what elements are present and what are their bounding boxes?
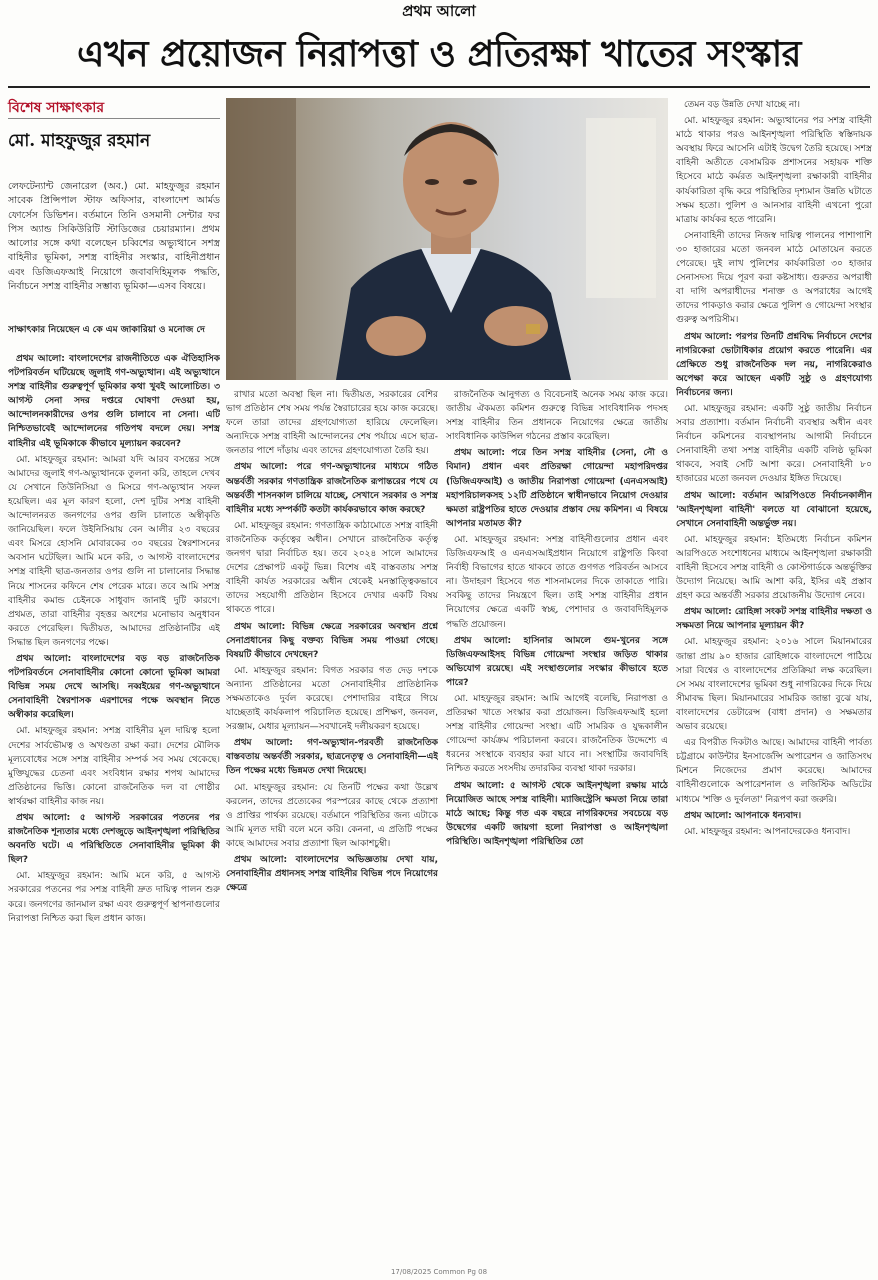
interviewer-credit: সাক্ষাৎকার নিয়েছেন এ কে এম জাকারিয়া ও মনোজ দে	[8, 325, 205, 335]
portrait-illustration	[226, 98, 668, 380]
answer-paragraph: এর বিপরীত দিকটাও আছে। আমাদের বাহিনী পার্বত্য চট্টগ্রামে কাউন্টার ইনসার্জেন্সি অপারেশন ও জাতিসংঘ মিশনে নিজেদের প্রমাণ করেছে। আমাদের বাহিনীগুলোকে অপারেশনাল ও লজিস্টিক অডিটের মাধ্যমে 'শক্তি ও দুর্বলতা' নিরূপণ করা জরুরি।	[676, 738, 872, 805]
question-paragraph: প্রথম আলো: আপনাকে ধন্যবাদ।	[684, 810, 802, 821]
masthead	[0, 0, 878, 24]
question-paragraph: প্রথম আলো: রোহিঙ্গা সংকট সশস্ত্র বাহিনীর দক্ষতা ও সক্ষমতা নিয়ে আপনার মূল্যায়ন কী?	[676, 607, 872, 632]
headline: এখন প্রয়োজন নিরাপত্তা ও প্রতিরক্ষা খাতের সংস্কার	[77, 33, 801, 75]
answer-paragraph: মো. মাহফুজুর রহমান: আমরা যদি আরব বসন্তের সঙ্গে আমাদের জুলাই গণ-অভ্যুত্থানকে তুলনা করি, তাহলে দেখব যে সেখানে তিউনিসিয়া ও মিসরে গণ-অভ্যুত্থান সফল হয়েছিল। এর মূল কারণ হলো, দেশ দুটির সশস্ত্র বাহিনী আন্দোলনরত জনগণের ওপর গুলি চালাতে অস্বীকৃতি জানিয়েছিল। ফলে উইনিসিয়ায় বেন আলীর ২৩ বছরের এবং মিসরে হোসনি মোবারকের ৩০ বছরের স্বৈরশাসনের অবসান ঘটেছিল। আমি মনে করি, ৩ আগস্ট বাংলাদেশের সশস্ত্র বাহিনী ছাত্র-জনতার ওপর গুলি না চালানোর সিদ্ধান্ত নিয়ে শাসনের কফিনে শেষ পেরেক মারে। তবে আমি সশস্ত্র বাহিনীর কমান্ড চেইনকে সাধুবাদ জানাই দুটি কারণে। প্রথমত, তারা বাহিনীর বৃহত্তর অংশের মনোভাব অনুধাবন করতে পেরেছিল। দ্বিতীয়ত, আমাদের প্রতিষ্ঠানটির এই সিদ্ধান্ত ছিল জনগণের পক্ষে।	[8, 454, 220, 648]
answer-paragraph: মো. মাহফুজুর রহমান: আমি মনে করি, ৫ আগস্ট সরকারের পতনের পর সশস্ত্র বাহিনী দ্রুত দায়িত্ব পালন শুরু করে। জনগণের জানমাল রক্ষা এবং গুরুত্বপূর্ণ স্থাপনাগুলোর নিরাপত্তা নিশ্চিত করা ছিল প্রধান কাজ।	[8, 871, 220, 924]
section-label: বিশেষ সাক্ষাৎকার	[8, 98, 220, 119]
article-column-3	[446, 388, 668, 1262]
article-column-1	[8, 352, 220, 1262]
answer-paragraph: মো. মাহফুজুর রহমান: একটি সুষ্ঠু জাতীয় নির্বাচন সবার প্রত্যাশা। বর্তমান নির্বাচনী ব্যবস্থার অধীন এবং নির্বাচন কমিশনের ব্যবস্থাপনায় আগামী নির্বাচনে সেনাবাহিনী তথা সশস্ত্র বাহিনীর একটি বলিষ্ঠ ভূমিকা থাকবে, সবাই সেটি আশা করে। সেনাবাহিনী ৮০ হাজারের মতো জনবল দেওয়ার ইঙ্গিত দিয়েছে।	[676, 403, 872, 485]
answer-paragraph: মো. মাহফুজুর রহমান: যে তিনটি পক্ষের কথা উল্লেখ করলেন, তাদের প্রত্যেকের পরস্পরের কাছে থেকে প্রত্যাশা ও প্রাপ্তির পার্থক্য রয়েছে। বর্তমানে পরিস্থিতির জন্য এটাকে আমি মূলত দায়ী বলে মনে করি। কেননা, এ প্রতিটি পক্ষের কাছে আমাদের সবার প্রত্যাশা ছিল আকাশচুম্বী।	[226, 782, 438, 849]
answer-paragraph: মো. মাহফুজুর রহমান: আপনাদেরকেও ধন্যবাদ।	[684, 826, 851, 837]
question-paragraph: প্রথম আলো: বাংলাদেশের অভিজ্ঞতায় দেখা যায়, সেনাবাহিনীর প্রধানসহ সশস্ত্র বাহিনীর বিভিন্ন পদে নিয়োগের ক্ষেত্রে	[226, 855, 438, 894]
interviewee-photo	[226, 98, 668, 380]
question-paragraph: প্রথম আলো: বাংলাদেশের বড় বড় রাজনৈতিক পটপরিবর্তনে সেনাবাহিনীর কোনো কোনো ভূমিকা আমরা বিভিন্ন সময় দেখে আসছি। নব্বইয়ের গণ-অভ্যুত্থানে সেনাবাহিনী স্বৈরশাসক এরশাদের পক্ষে অবস্থান নিতে অস্বীকার করেছিল।	[8, 653, 220, 721]
question-paragraph: প্রথম আলো: পরে গণ-অভ্যুত্থানের মাধ্যমে গঠিত অন্তর্বর্তী সরকার গণতান্ত্রিক রাজনৈতিক রূপান্তরের পথে যে অন্তর্বর্তী শাসনকাল চালিয়ে যাচ্ছে, সেখানে সরকার ও সশস্ত্র বাহিনীর মধ্যে সম্পর্কটি কতটা কার্যকরভাবে কাজ করছে?	[226, 462, 438, 515]
answer-paragraph: রাজনৈতিক আনুগত্য ও বিবেচনাই অনেক সময় কাজ করে। জাতীয় ঐকমত্য কমিশন গুরুত্বে বিভিন্ন সাংবিধানিক পদসহ সশস্ত্র বাহিনীর তিন প্রধানকে নিয়োগের ক্ষেত্রে জাতীয় সাংবিধানিক কাউন্সিল গঠনের প্রস্তাব করেছিল।	[446, 390, 668, 443]
intro-paragraph: লেফটেন্যান্ট জেনারেল (অব.) মো. মাহফুজুর রহমান সাবেক প্রিন্সিপাল স্টাফ অফিসার, বাংলাদেশ আর্মড ফোর্সেস ডিভিশন। বর্তমানে তিনি ওসমানী সেন্টার ফর পিস অ্যান্ড সিকিউরিটি স্টাডিজের চেয়ারম্যান। প্রথম আলোর সঙ্গে কথা বলেছেন চব্বিশের অভ্যুত্থানে সশস্ত্র বাহিনীর ভূমিকা, সশস্ত্র বাহিনীর সংস্কার, বাহিনীপ্রধান এবং ডিজিএফআই নিয়োগে জবাবদিহিমূলক পদ্ধতি, নির্বাচনে সশস্ত্র বাহিনীর সম্ভাব্য ভূমিকা—এসব বিষয়ে।	[8, 181, 220, 293]
headline-rule	[8, 86, 870, 88]
answer-paragraph: মো. মাহফুজুর রহমান: ইতিমধ্যে নির্বাচন কমিশন আরপিওতে সংশোধনের মাধ্যমে আইনশৃঙ্খলা রক্ষাকারী বাহিনী হিসেবে সশস্ত্র বাহিনী ও কোস্টগার্ডকে অন্তর্ভুক্তির উদ্যোগ নিয়েছে। আমি আশা করি, ইসির এই প্রস্তাব গ্রহণ করে অন্তর্বর্তী সরকার প্রয়োজনীয় উদ্যোগ নেবে।	[676, 534, 872, 602]
masthead-logo: প্রথম আলো	[402, 2, 476, 20]
interviewee-name: মো. মাহফুজুর রহমান	[8, 131, 151, 151]
article-column-4	[676, 98, 872, 1262]
page-footer: 17/08/2025 Common Pg 08	[390, 1268, 488, 1276]
answer-paragraph: মো. মাহফুজুর রহমান: সশস্ত্র বাহিনীর মূল দায়িত্ব হলো দেশের সার্বভৌমত্ব ও অখণ্ডতা রক্ষা করা। দেশের মৌলিক মূল্যবোধের সঙ্গে সশস্ত্র বাহিনীর সম্পর্ক সব সময় থেকেছে। মুক্তিযুদ্ধের চেতনা এবং সংবিধান রক্ষার শপথ আমাদের প্রতিষ্ঠানের ভিত্তি। কোনো রাজনৈতিক দল বা গোষ্ঠীর স্বার্থরক্ষা বাহিনীর কাজ নয়।	[8, 726, 220, 807]
question-paragraph: প্রথম আলো: পরপর তিনটি প্রশ্নবিদ্ধ নির্বাচনে দেশের নাগরিকেরা ভোটাধিকার প্রয়োগ করতে পারেনি। এর প্রেক্ষিতে শুধু রাজনৈতিক দল নয়, নাগরিকেরাও অপেক্ষা করে আছেন একটি সুষ্ঠু ও গ্রহণযোগ্য নির্বাচনের জন্য।	[676, 331, 872, 398]
answer-paragraph: মো. মাহফুজুর রহমান: বিগত সরকার গত দেড় দশকে অন্যান্য প্রতিষ্ঠানের মতো সেনাবাহিনীর প্রাতিষ্ঠানিক সক্ষমতাকেও দুর্বল করেছে। পেশাদারির বাইরে গিয়ে যাচ্ছেতাই কার্যকলাপ পরিচালিত হয়েছে। প্রশিক্ষণ, জনবল, সরঞ্জাম, মেধার মূল্যায়ন—সবখানেই দলীয়করণ হয়েছে।	[226, 665, 438, 733]
article-column-2	[226, 388, 438, 1262]
answer-paragraph: মো. মাহফুজুর রহমান: অভ্যুত্থানের পর সশস্ত্র বাহিনী মাঠে থাকার পরও আইনশৃঙ্খলা পরিস্থিতি স্বস্তিদায়ক অবস্থায় ফিরে আসেনি এটাই উদ্বেগ তৈরি হয়েছে। সশস্ত্র বাহিনী অতীতে বেসামরিক প্রশাসনের সহায়ক শক্তি হিসেবে মাঠে কর্মরত আইনশৃঙ্খলা রক্ষাকারী বাহিনীর কার্যকারিতা বৃদ্ধি করে পরিস্থিতির দৃশ্যমান উন্নতি ঘটাতে সক্ষম হতো। পুলিশ ও আনসার বাহিনী এখনো পুরো মাত্রায় কার্যকর হতে পারেনি।	[676, 116, 872, 225]
answer-paragraph: মো. মাহফুজুর রহমান: সশস্ত্র বাহিনীগুলোর প্রধান এবং ডিজিএফআই ও এনএসআইপ্রধান নিয়োগে রাষ্ট্রপতি কিংবা নির্বাহী বিভাগের হাতে থাকবে তাতে গুণগত পরিবর্তন আসবে না। উদাহরণ হিসেবে গত শাসনামলের দিকে তাকাতে পারি। সবকিছু তাদের নিয়ন্ত্রণে ছিল। তাই সশস্ত্র বাহিনীর প্রধান নিয়োগের ক্ষেত্রে একটি স্বচ্ছ, পেশাদার ও জবাবদিহিমূলক পদ্ধতি প্রয়োজন।	[446, 534, 668, 630]
answer-paragraph: রাখার মতো অবস্থা ছিল না। দ্বিতীয়ত, সরকারের বেশির ভাগ প্রতিষ্ঠান শেষ সময় পর্যন্ত স্বৈরাচারের হয়ে কাজ করেছে। ফলে তারা তাদের গ্রহণযোগ্যতা হারিয়ে ফেলেছিল। অন্যদিকে সশস্ত্র বাহিনী আন্দোলনের শেষ পর্যায়ে এসে ছাত্র-জনতার পাশে দাঁড়ায় এবং তাদের গ্রহণযোগ্যতা তৈরি হয়।	[226, 390, 438, 457]
answer-paragraph: মো. মাহফুজুর রহমান: ২০১৬ সালে মিয়ানমারের জান্তা প্রায় ৯০ হাজার রোহিঙ্গাকে বাংলাদেশে পাঠিয়ে সারা বিশ্বের ও বাংলাদেশের প্রতিক্রিয়া লক্ষ করেছিল। সে সময় বাংলাদেশের ভূমিকা শুধু নাগরিকের দিকে দিয়ে সীমাবদ্ধ ছিল। মিয়ানমারের সামরিক জান্তা বুঝে যায়, বাংলাদেশের ডেটারেন্স (বাধা প্রদান) ও সক্ষমতার অভাব রয়েছে।	[676, 637, 872, 733]
answer-paragraph: তেমন বড় উন্নতি দেখা যাচ্ছে না।	[684, 100, 801, 110]
question-paragraph: প্রথম আলো: গণ-অভ্যুত্থান-পরবর্তী রাজনৈতিক বাস্তবতায় অন্তর্বর্তী সরকার, ছাত্রনেতৃত্ব ও সেনাবাহিনী—এই তিন পক্ষের মধ্যে ভিন্নমত দেখা দিয়েছে।	[226, 738, 438, 777]
question-paragraph: প্রথম আলো: হাসিনার আমলে গুম-খুনের সঙ্গে ডিজিএফআইসহ বিভিন্ন গোয়েন্দা সংস্থার জড়িত থাকার অভিযোগ রয়েছে। এই সংস্থাগুলোর সংস্কার কীভাবে হতে পারে?	[446, 635, 668, 688]
answer-paragraph: মো. মাহফুজুর রহমান: গণতান্ত্রিক কাঠামোতে সশস্ত্র বাহিনী রাজনৈতিক কর্তৃত্বের অধীন। সেখানে রাজনৈতিক কর্তৃত্ব জনগণ দ্বারা নির্বাচিত হয়। তবে ২০২৪ সালে আমাদের দেশের প্রেক্ষাপট একটু ভিন্ন। বিশেষ এই বাস্তবতায় সশস্ত্র বাহিনী কার্যত সরকারের অধীন থেকেই মনস্তাত্ত্বিকভাবে তাদের সহযোগী প্রতিষ্ঠান হিসেবে দেখার একটি বিষয় থাকতে পারে।	[226, 520, 438, 616]
question-paragraph: প্রথম আলো: বর্তমান আরপিওতে নির্বাচনকালীন 'আইনশৃঙ্খলা বাহিনী' বলতে যা বোঝানো হয়েছে, সেখানে সেনাবাহিনী অন্তর্ভুক্ত নয়।	[676, 490, 872, 529]
question-paragraph: প্রথম আলো: বাংলাদেশের রাজনীতিতে এক ঐতিহাসিক পটপরিবর্তন ঘটিয়েছে জুলাই গণ-অভ্যুত্থান। এই অভ্যুত্থানে সশস্ত্র বাহিনীর গুরুত্বপূর্ণ ভূমিকার কথা খুবই আলোচিত। ৩ আগস্ট সেনা সদর দপ্তরে ঘোষণা দেওয়া হয়, আন্দোলনকারীদের ওপর গুলি চালাবে না সেনা। এটি নিশ্চিতভাবেই আন্দোলনের গতিপথ বদলে দেয়। সশস্ত্র বাহিনীর এই ভূমিকাকে কীভাবে মূল্যায়ন করবেন?	[8, 354, 220, 449]
question-paragraph: প্রথম আলো: বিভিন্ন ক্ষেত্রে সরকারের অবস্থান প্রশ্নে সেনাপ্রধানের কিছু বক্তব্য বিভিন্ন সময় পাওয়া গেছে। বিষয়টি কীভাবে দেখছেন?	[226, 621, 438, 660]
question-paragraph: প্রথম আলো: ৫ আগস্ট থেকে আইনশৃঙ্খলা রক্ষায় মাঠে নিয়োজিত আছে সশস্ত্র বাহিনী। ম্যাজিস্ট্রেসি ক্ষমতা নিয়ে তারা মাঠে আছে; কিন্তু গত এক বছরে নাগরিকদের সবচেয়ে বড় উদ্বেগের একটি জায়গা হলো নিরাপত্তা ও আইনশৃঙ্খলা পরিস্থিতি। আইনশৃঙ্খলা পরিস্থিতির তো	[446, 780, 668, 847]
answer-paragraph: মো. মাহফুজুর রহমান: আমি আগেই বলেছি, নিরাপত্তা ও প্রতিরক্ষা খাতে সংস্কার করা প্রয়োজন। ডিজিএফআই হলো সশস্ত্র বাহিনীর গোয়েন্দা সংস্থা। এটি সামরিক ও যুদ্ধকালীন গোয়েন্দা কার্যক্রম পরিচালনা করবে। রাজনৈতিক উদ্দেশ্যে এ ধরনের সংস্থাকে ব্যবহার করা যাবে না। সংস্থাটির জবাবদিহি নিশ্চিত করতে সংসদীয় তদারকির ব্যবস্থা থাকা দরকার।	[446, 693, 668, 775]
answer-paragraph: সেনাবাহিনী তাদের নিজস্ব দায়িত্ব পালনের পাশাপাশি ৩০ হাজারের মতো জনবল মাঠে মোতায়েন করতে পেরেছে। দুই লাখ পুলিশের কার্যকারিতা ৩০ হাজার সেনাসদস্য দিয়ে পূরণ করা কষ্টসাধ্য। গুরুতর অপরাধী বা দাগি অপরাধীদের শনাক্ত ও অপরাধের আগেই তাদের পাকড়াও করার ক্ষেত্রে পুলিশ ও গোয়েন্দা সংস্থার গুরুত্ব অপরিসীম।	[676, 230, 872, 326]
question-paragraph: প্রথম আলো: ৫ আগস্ট সরকারের পতনের পর রাজনৈতিক শূন্যতার মধ্যে দেশজুড়ে আইনশৃঙ্খলা পরিস্থিতির অবনতি ঘটে। এ পরিস্থিতিতে সেনাবাহিনীর ভূমিকা কী ছিল?	[8, 813, 220, 866]
question-paragraph: প্রথম আলো: পরে তিন সশস্ত্র বাহিনীর (সেনা, নৌ ও বিমান) প্রধান এবং প্রতিরক্ষা গোয়েন্দা মহাপরিদপ্তর (ডিজিএফআই) ও জাতীয় নিরাপত্তা গোয়েন্দা (এনএসআই) মহাপরিচালকসহ ১২টি প্রতিষ্ঠানে স্বাধীনভাবে নিয়োগ দেওয়ার ক্ষমতা রাষ্ট্রপতির হাতে দেওয়ার প্রস্তাব দেয় কমিশন। এ বিষয়ে আপনার মতামত কী?	[446, 448, 668, 529]
